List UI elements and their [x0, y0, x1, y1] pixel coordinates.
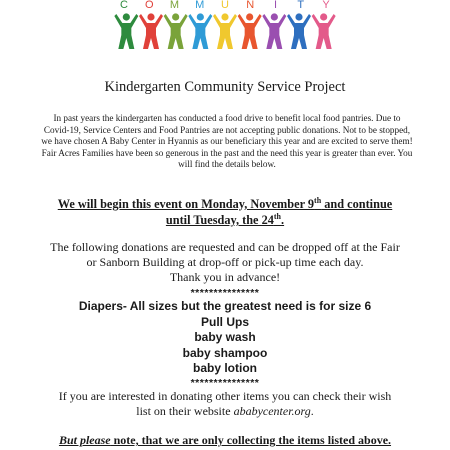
logo-letter: I [273, 0, 278, 11]
wish-line-suffix: . [310, 404, 314, 419]
logo-word [114, 0, 336, 12]
person-figure-icon [139, 13, 163, 49]
note-text: note, that we are only collecting the items listed above. [110, 433, 392, 447]
person-figure-icon [287, 13, 311, 49]
dates-line1-text: We will begin this event on Monday, November 9 [57, 197, 315, 211]
event-dates [20, 196, 430, 228]
thank-you-line: Thank you in advance! [169, 270, 281, 284]
person-figure-icon [188, 13, 212, 49]
community-logo [0, 0, 450, 62]
dates-line1-end: and continue [321, 197, 393, 211]
person-figure-icon [262, 13, 286, 49]
intro-paragraph: In past years the kindergarten has conducted a food drive to benefit local food pantries. Due to Covid-19, Service Centers and Food Pantries are not accepting public donations. Not to be stopped, we have chosen A Baby Center in Hyannis as our beneficiary this year and are excited to serve them! Fair Acres Families have been so generous in the past and the need this year is greater than ever. You will find the details below. [41, 113, 413, 170]
logo-letter: C [120, 0, 128, 11]
person-figure-icon [312, 13, 336, 49]
logo-letter: Y [322, 0, 330, 11]
logo-letter: M [195, 0, 205, 11]
list-item: baby lotion [193, 361, 257, 376]
note-lead: But please [58, 433, 111, 447]
list-item: baby shampoo [182, 345, 268, 360]
dates-line2-suffix: th [273, 211, 282, 221]
list-item: Pull Ups [200, 314, 249, 329]
collection-note [0, 433, 450, 447]
page-title: Kindergarten Community Service Project [104, 79, 346, 95]
list-item: baby wash [194, 330, 256, 345]
website-text: ababycenter.org [233, 404, 311, 419]
dates-line2-end: . [281, 213, 285, 227]
logo-letter: U [221, 0, 229, 11]
star-divider: *************** [190, 287, 260, 299]
person-figure-icon [213, 13, 237, 49]
logo-letter: N [246, 0, 255, 11]
request-line: The following donations are requested and can be dropped off at the Fair [50, 240, 400, 254]
person-figure-icon [114, 13, 138, 49]
star-divider: *************** [190, 377, 260, 389]
logo-letter: M [169, 0, 180, 11]
dates-line2-text: until Tuesday, the 24 [165, 213, 274, 227]
donation-request [20, 240, 430, 285]
donation-items-list [0, 299, 450, 377]
request-line: or Sanborn Building at drop-off or pick-up time each day. [86, 255, 364, 269]
person-figure-icon [238, 13, 262, 49]
wish-line-prefix: list on their website [136, 404, 234, 419]
list-item: Diapers- All sizes but the greatest need is for size 6 [78, 299, 372, 313]
wish-list-info [20, 389, 430, 420]
logo-letter: T [297, 0, 305, 11]
person-figure-icon [164, 13, 188, 49]
dates-line1-suffix: th [314, 195, 322, 205]
wish-line: If you are interested in donating other items you can check their wish [58, 389, 392, 403]
people-figures-icon [114, 12, 336, 52]
logo-letter: O [144, 0, 154, 11]
